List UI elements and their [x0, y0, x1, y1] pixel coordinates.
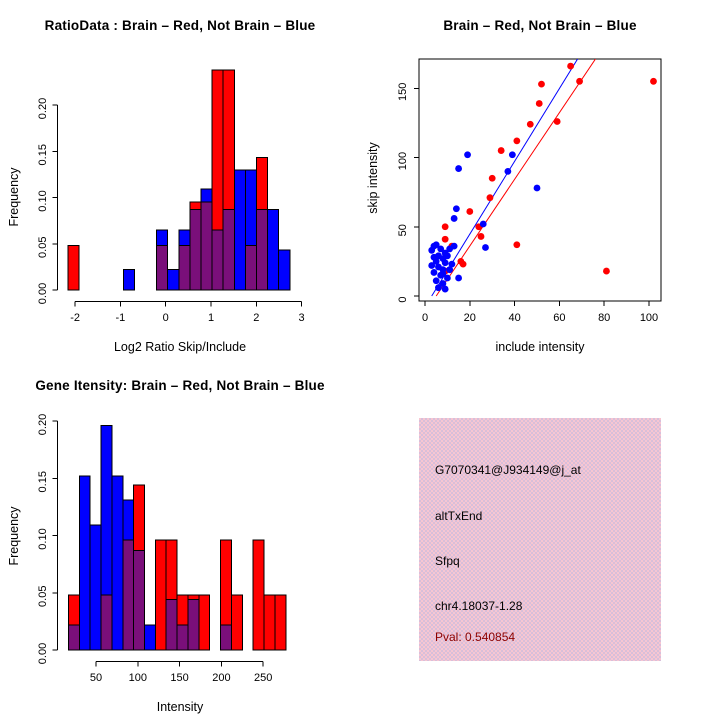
- ratio-histogram-xlabel: Log2 Ratio Skip/Include: [113, 340, 247, 354]
- svg-text:80: 80: [598, 312, 611, 324]
- panel-gene-info: [360, 360, 720, 720]
- svg-text:0.00: 0.00: [37, 642, 49, 665]
- svg-text:100: 100: [639, 312, 659, 324]
- ratio-histogram-title: RatioData : Brain – Red, Not Brain – Blue: [44, 18, 316, 33]
- svg-text:100: 100: [397, 151, 409, 171]
- svg-text:0.05: 0.05: [37, 236, 49, 258]
- svg-text:50: 50: [89, 672, 103, 684]
- ratio-histogram-plot: [0, 0, 360, 360]
- svg-text:3: 3: [298, 312, 305, 324]
- svg-text:40: 40: [508, 312, 521, 324]
- pvalue-text: Pval: 0.540854: [435, 630, 516, 644]
- ratio-histogram-ylabel: Frequency: [7, 167, 21, 227]
- svg-text:50: 50: [397, 224, 409, 237]
- gene-intensity-histogram-plot: [0, 360, 360, 720]
- svg-text:250: 250: [254, 672, 273, 684]
- svg-text:0.10: 0.10: [37, 190, 49, 212]
- svg-text:2: 2: [253, 312, 260, 324]
- gene-histogram-xlabel: Intensity: [156, 700, 204, 714]
- splice-event-type: altTxEnd: [435, 509, 483, 523]
- panel-gene-intensity-histogram: [0, 360, 360, 720]
- svg-text:-1: -1: [115, 312, 126, 324]
- intensity-scatter-plot: [360, 0, 720, 360]
- svg-text:0: 0: [421, 312, 429, 324]
- svg-text:0.15: 0.15: [37, 471, 49, 493]
- scatter-ylabel: skip intensity: [366, 142, 380, 214]
- svg-text:0: 0: [397, 296, 409, 303]
- svg-text:0.05: 0.05: [37, 585, 49, 607]
- panel-intensity-scatter: [360, 0, 720, 360]
- panel-ratio-histogram: [0, 0, 360, 360]
- scatter-title: Brain – Red, Not Brain – Blue: [443, 18, 637, 33]
- gene-symbol: Sfpq: [435, 554, 460, 568]
- svg-text:-2: -2: [70, 312, 80, 324]
- svg-text:0: 0: [162, 312, 169, 324]
- svg-text:150: 150: [397, 82, 409, 101]
- svg-text:0.20: 0.20: [37, 413, 49, 436]
- svg-text:1: 1: [207, 312, 215, 324]
- gene-info-box: [419, 418, 661, 661]
- gene-histogram-ylabel: Frequency: [7, 506, 21, 566]
- svg-text:100: 100: [128, 672, 147, 684]
- svg-text:0.10: 0.10: [37, 528, 49, 550]
- svg-text:0.20: 0.20: [37, 97, 49, 120]
- svg-text:60: 60: [553, 312, 566, 324]
- svg-text:150: 150: [170, 672, 189, 684]
- probe-id: G7070341@J934149@j_at: [435, 463, 581, 477]
- locus-id: chr4.18037-1.28: [435, 599, 523, 613]
- svg-text:0.15: 0.15: [37, 144, 49, 166]
- svg-text:0.00: 0.00: [37, 282, 49, 305]
- gene-histogram-title: Gene Itensity: Brain – Red, Not Brain – Blue: [35, 378, 325, 393]
- scatter-xlabel: include intensity: [495, 340, 585, 354]
- svg-text:200: 200: [212, 672, 231, 684]
- svg-text:20: 20: [463, 312, 476, 324]
